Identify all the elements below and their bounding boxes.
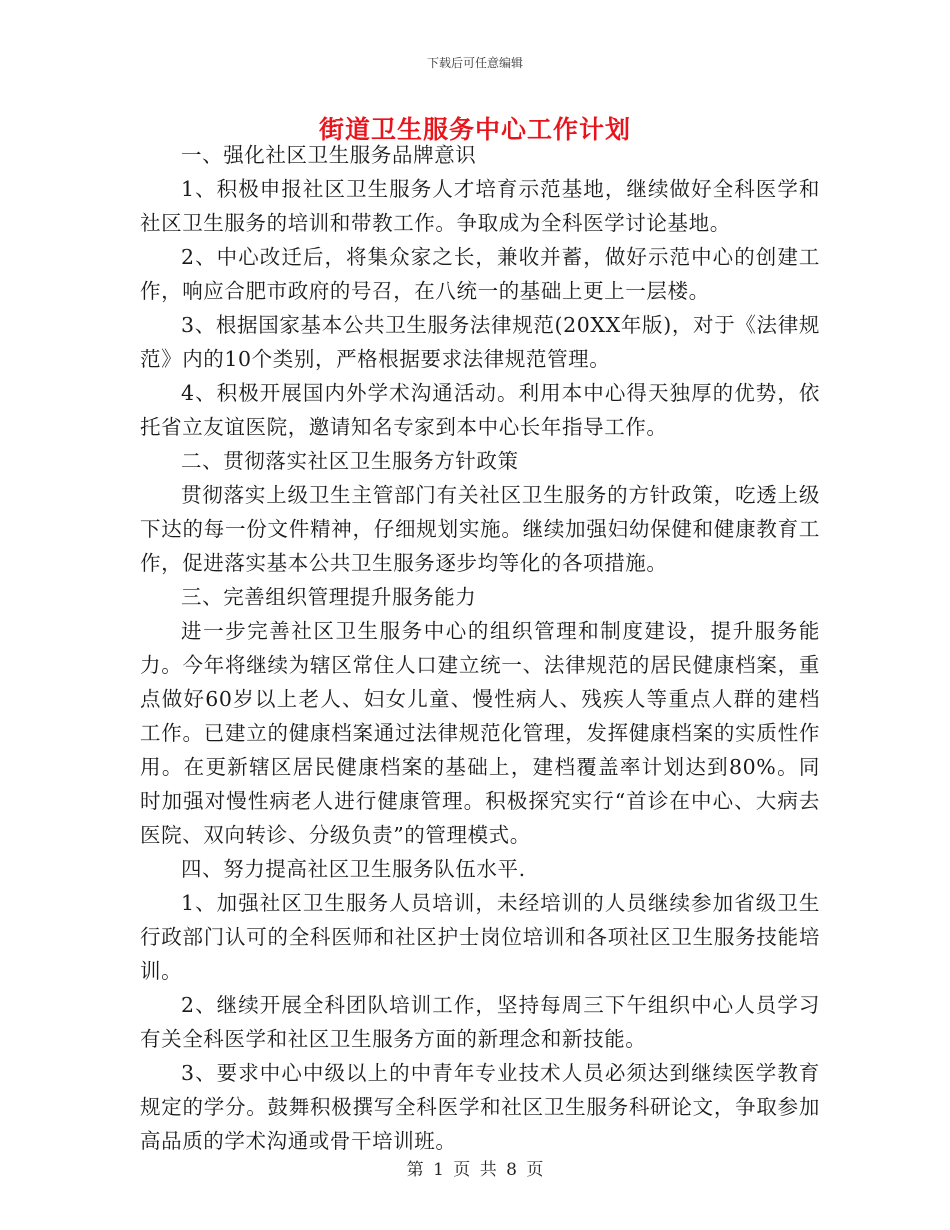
section-heading-1: 一、强化社区卫生服务品牌意识 [181, 143, 477, 167]
paragraph: 贯彻落实上级卫生主管部门有关社区卫生服务的方针政策，吃透上级下达的每一份文件精神，仔细规划实施。继续加强妇幼保健和健康教育工作，促进落实基本公共卫生服务逐步均等化的各项措施。 [140, 483, 820, 575]
section-heading-3: 三、完善组织管理提升服务能力 [181, 585, 477, 609]
header-note: 下载后可任意编辑 [426, 56, 523, 70]
paragraph: 2、继续开展全科团队培训工作，坚持每周三下午组织中心人员学习有关全科医学和社区卫生服务方面的新理念和新技能。 [140, 993, 820, 1051]
section-heading-4: 四、努力提高社区卫生服务队伍水平. [181, 857, 526, 881]
page-number-footer: 第 1 页 共 8 页 [406, 1160, 544, 1180]
paragraph: 进一步完善社区卫生服务中心的组织管理和制度建设，提升服务能力。今年将继续为辖区常住人口建立统一、法律规范的居民健康档案，重点做好60岁以上老人、妇女儿童、慢性病人、残疾人等重点人群的建档工作。已建立的健康档案通过法律规范化管理，发挥健康档案的实质性作用。在更新辖区居民健康档案的基础上，建档覆盖率计划达到80%。同时加强对慢性病老人进行健康管理。积极探究实行“首诊在中心、大病去医院、双向转诊、分级负责”的管理模式。 [140, 619, 820, 847]
paragraph: 4、积极开展国内外学术沟通活动。利用本中心得天独厚的优势，依托省立友谊医院，邀请知名专家到本中心长年指导工作。 [140, 381, 820, 439]
paragraph: 2、中心改迁后，将集众家之长，兼收并蓄，做好示范中心的创建工作，响应合肥市政府的号召，在八统一的基础上更上一层楼。 [140, 245, 820, 303]
document-title: 街道卫生服务中心工作计划 [318, 115, 631, 144]
section-heading-2: 二、贯彻落实社区卫生服务方针政策 [181, 449, 519, 473]
paragraph: 3、要求中心中级以上的中青年专业技术人员必须达到继续医学教育规定的学分。鼓舞积极撰写全科医学和社区卫生服务科研论文，争取参加高品质的学术沟通或骨干培训班。 [140, 1061, 820, 1153]
paragraph: 1、加强社区卫生服务人员培训，未经培训的人员继续参加省级卫生行政部门认可的全科医师和社区护士岗位培训和各项社区卫生服务技能培训。 [140, 891, 820, 983]
document-body [140, 138, 820, 1158]
paragraph: 3、根据国家基本公共卫生服务法律规范(20XX年版)，对于《法律规范》内的10个类别，严格根据要求法律规范管理。 [140, 313, 820, 371]
paragraph: 1、积极申报社区卫生服务人才培育示范基地，继续做好全科医学和社区卫生服务的培训和带教工作。争取成为全科医学讨论基地。 [140, 177, 820, 235]
